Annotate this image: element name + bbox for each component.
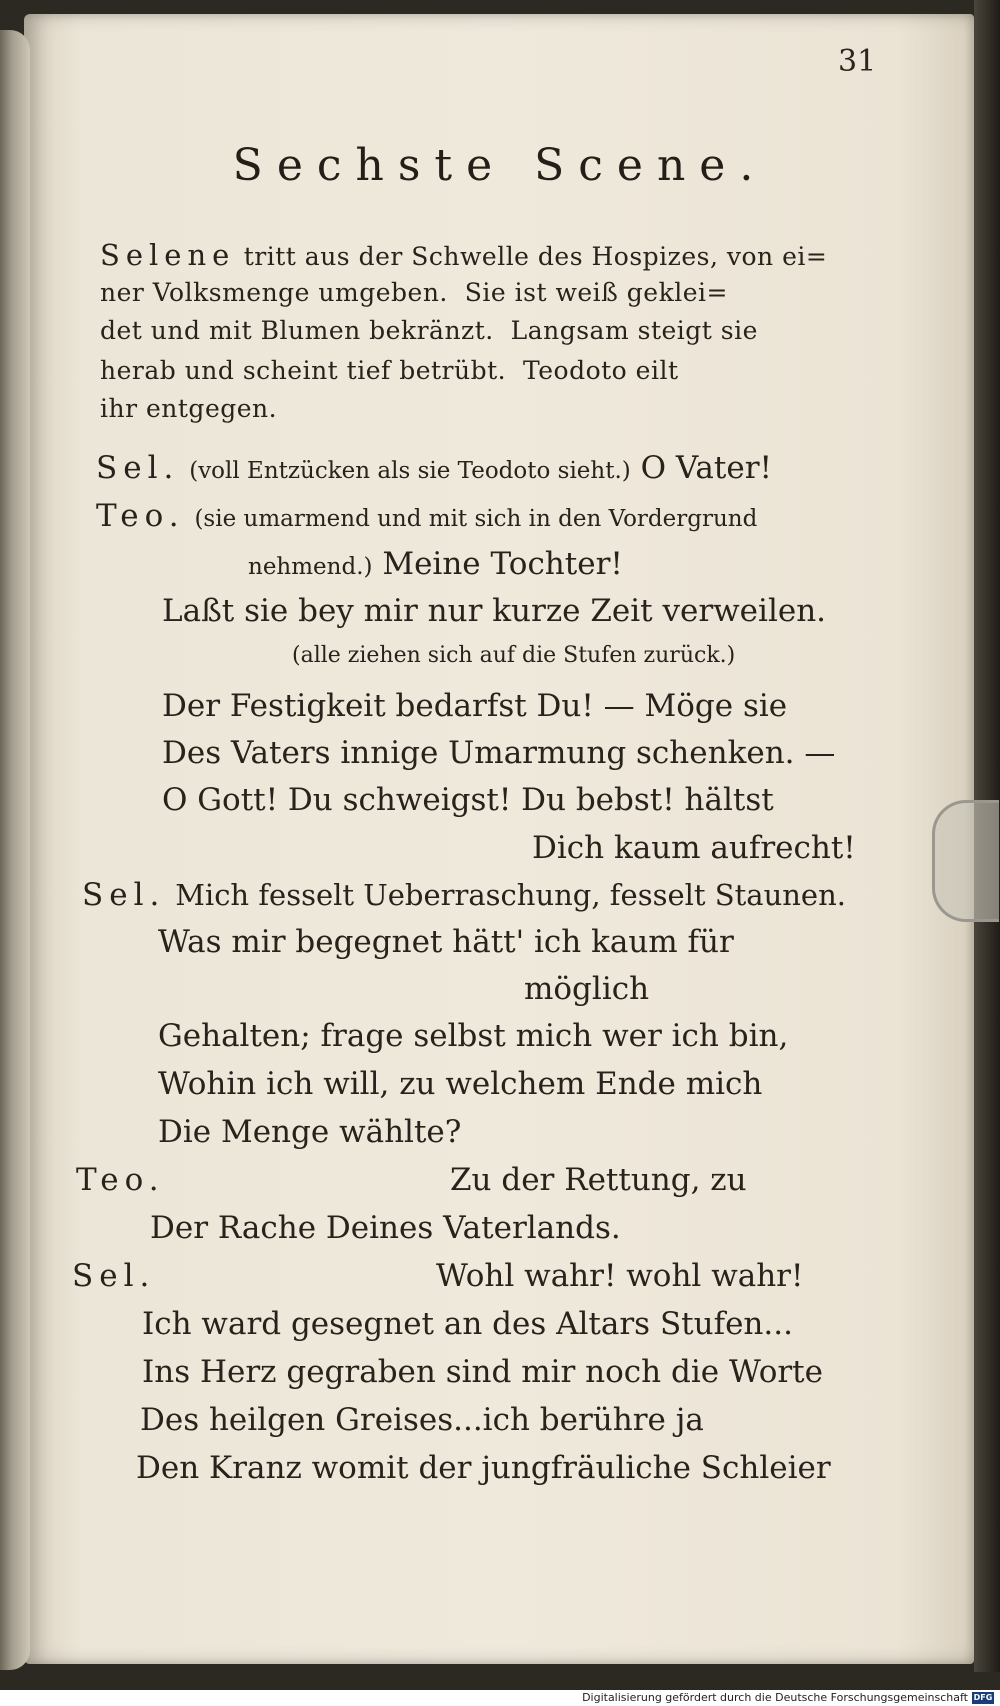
- dialogue-line: [292, 643, 735, 668]
- dialogue-line: [76, 1162, 165, 1198]
- dialogue-line: [72, 1258, 155, 1294]
- stage-direction-line: ihr entgegen.: [100, 394, 278, 423]
- page-number: 31: [838, 44, 877, 79]
- stage-direction: (alle ziehen sich auf die Stufen zurück.): [292, 643, 736, 668]
- dfg-logo-icon: DFG: [973, 1693, 993, 1702]
- speaker-name: Sel.: [82, 877, 166, 913]
- dialogue-line: Laßt sie bey mir nur kurze Zeit verweilen.: [162, 593, 827, 629]
- stage-direction-line: det und mit Blumen bekränzt. Langsam steigt sie: [100, 316, 758, 345]
- speaker-name: Sel.: [72, 1258, 156, 1294]
- stage-direction: (sie umarmend und mit sich in den Vordergrund: [194, 506, 758, 532]
- stage-direction-line: Selene tritt aus der Schwelle des Hospizes, von ei=: [100, 238, 828, 272]
- dialogue-line: nehmend.) Meine Tochter!: [248, 546, 623, 582]
- dialogue-line: Der Festigkeit bedarfst Du! — Möge sie: [162, 688, 788, 724]
- page-clip: [932, 800, 999, 922]
- dialogue-line: Der Rache Deines Vaterlands.: [150, 1210, 621, 1246]
- dialogue-line: Was mir begegnet hätt' ich kaum für: [158, 924, 734, 960]
- dialogue-line: Dich kaum aufrecht!: [532, 830, 856, 866]
- stage-direction-line: herab und scheint tief betrübt. Teodoto eilt: [100, 356, 679, 385]
- dialogue-line: Gehalten; frage selbst mich wer ich bin,: [158, 1018, 789, 1054]
- footer-credit: Digitalisierung gefördert durch die Deutsche Forschungsgemeinschaft: [582, 1691, 968, 1704]
- dialogue-line: Den Kranz womit der jungfräuliche Schleier: [136, 1450, 831, 1486]
- dialogue-line: Sel. (voll Entzücken als sie Teodoto sieht.) O Vater!: [96, 450, 772, 486]
- bottom-strip: [0, 1672, 1000, 1690]
- dialogue-line: Ich ward gesegnet an des Altars Stufen...: [142, 1306, 793, 1342]
- speaker-name: Sel.: [96, 450, 180, 486]
- dialogue-line: Die Menge wählte?: [158, 1114, 462, 1150]
- dialogue-line: [96, 498, 757, 534]
- dialogue-line: Wohl wahr! wohl wahr!: [436, 1258, 804, 1294]
- speaker-name: Selene: [100, 238, 236, 272]
- dialogue-line: möglich: [524, 971, 650, 1007]
- dialogue-line: Des heilgen Greises...ich berühre ja: [140, 1402, 704, 1438]
- stage-direction: (voll Entzücken als sie Teodoto sieht.): [189, 458, 631, 484]
- speaker-name: Teo.: [76, 1162, 165, 1198]
- stage-direction-line: ner Volksmenge umgeben. Sie ist weiß geklei=: [100, 278, 728, 307]
- scene-heading: Sechste Scene.: [232, 140, 768, 191]
- dialogue-line: Des Vaters innige Umarmung schenken. —: [162, 735, 836, 771]
- dialogue-line: Sel. Mich fesselt Ueberraschung, fesselt Staunen.: [82, 877, 846, 913]
- dialogue-line: Wohin ich will, zu welchem Ende mich: [158, 1066, 763, 1102]
- page-edge: [0, 30, 30, 1670]
- dialogue-line: Zu der Rettung, zu: [450, 1162, 747, 1198]
- stage-direction: nehmend.): [248, 554, 373, 580]
- dialogue-line: O Gott! Du schweigst! Du bebst! hältst: [162, 782, 774, 818]
- dialogue-line: Ins Herz gegraben sind mir noch die Worte: [142, 1354, 823, 1390]
- digitization-footer: [0, 1690, 994, 1706]
- speaker-name: Teo.: [96, 498, 185, 534]
